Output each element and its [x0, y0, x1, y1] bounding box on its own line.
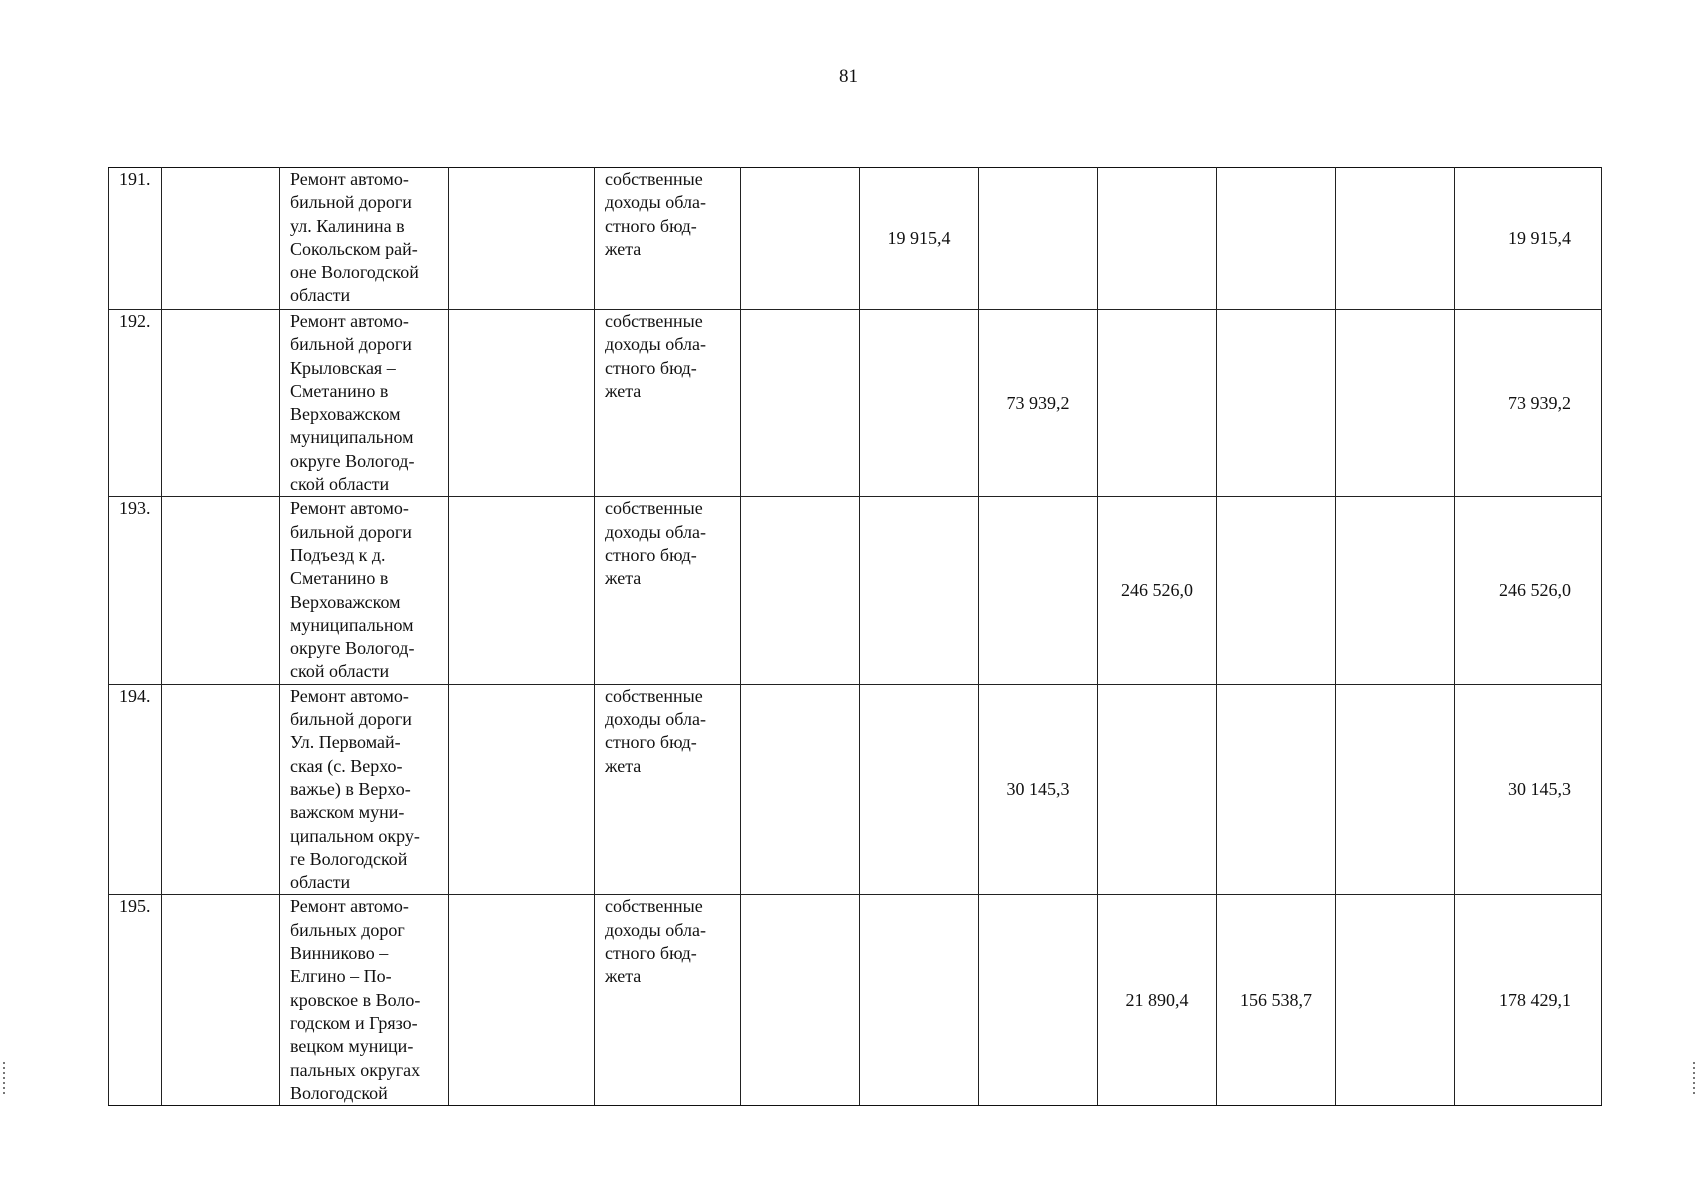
object-name-line: бильной дороги	[290, 334, 412, 355]
responsible-cell	[449, 684, 595, 895]
table-body	[109, 168, 1602, 1106]
funding-source-line: доходы обла-	[605, 709, 706, 730]
funding-source-line: собственные	[605, 498, 703, 519]
amount-cell-y2024	[860, 684, 979, 895]
amount-cell-y2028	[1336, 310, 1455, 497]
row-index: 195.	[119, 896, 151, 917]
object-name-line: Верховажском	[290, 591, 401, 612]
object-name-line: Ул. Первомай-	[290, 732, 401, 753]
object-name-line: области	[290, 872, 351, 893]
object-name-line: оне Вологодской	[290, 262, 419, 283]
amount-cell-y2024	[860, 895, 979, 1106]
object-name-cell	[280, 168, 449, 310]
funding-source-line: доходы обла-	[605, 521, 706, 542]
funding-source-line: стного бюд-	[605, 215, 697, 236]
amount-cell-y2024	[860, 310, 979, 497]
object-name-line: Сметанино в	[290, 380, 389, 401]
object-name-line: бильной дороги	[290, 521, 412, 542]
amount-cell-y2024: 19 915,4	[860, 168, 979, 310]
amount-cell-y2027	[1217, 684, 1336, 895]
object-name-line: муниципальном	[290, 614, 414, 635]
row-index: 194.	[119, 685, 151, 706]
row-index: 193.	[119, 498, 151, 519]
object-name-line: округе Вологод-	[290, 638, 415, 659]
object-name-line: ципальном окру-	[290, 825, 420, 846]
row-index: 191.	[119, 169, 151, 189]
table-row	[109, 168, 1602, 310]
object-name-line: Крыловская –	[290, 357, 396, 378]
object-name-line: вецком муници-	[290, 1036, 414, 1057]
code-cell	[162, 310, 280, 497]
object-name-line: Елгино – По-	[290, 966, 392, 987]
funding-source-cell	[595, 497, 741, 684]
funding-source-line: собственные	[605, 311, 703, 331]
object-name-line: Винниково –	[290, 943, 389, 964]
object-name-line: Ремонт автомо-	[290, 896, 409, 917]
funding-source-line: собственные	[605, 169, 703, 189]
object-name-line: Верховажском	[290, 404, 401, 425]
amount-cell-y2025	[979, 497, 1098, 684]
funding-source-line: собственные	[605, 896, 703, 917]
funding-source-line: жета	[605, 380, 642, 401]
funding-source-line: стного бюд-	[605, 357, 697, 378]
object-name-cell	[280, 684, 449, 895]
funding-source-line: стного бюд-	[605, 544, 697, 565]
amount-cell-y2028	[1336, 168, 1455, 310]
object-name-line: Ремонт автомо-	[290, 685, 409, 706]
amount-cell-y2027	[1217, 168, 1336, 310]
code-cell	[162, 684, 280, 895]
amount-cell-y2028	[1336, 497, 1455, 684]
responsible-cell	[449, 310, 595, 497]
amount-cell-y2024	[860, 497, 979, 684]
object-name-line: муниципальном	[290, 427, 414, 448]
responsible-cell	[449, 497, 595, 684]
object-name-cell	[280, 310, 449, 497]
funding-source-line: жета	[605, 238, 642, 259]
code-cell	[162, 168, 280, 310]
amount-cell-y2025: 73 939,2	[979, 310, 1098, 497]
amount-cell-y2023	[741, 497, 860, 684]
row-index-cell	[109, 895, 162, 1106]
amount-cell-y2028	[1336, 684, 1455, 895]
object-name-line: Вологодской	[290, 1082, 388, 1103]
right-edge-mark	[1693, 1062, 1695, 1094]
funding-source-line: доходы обла-	[605, 334, 706, 355]
amount-cell-y2027	[1217, 310, 1336, 497]
total-amount-cell: 246 526,0	[1455, 497, 1602, 684]
row-index-cell	[109, 168, 162, 310]
funding-source-cell	[595, 168, 741, 310]
object-name-line: Сокольском рай-	[290, 238, 418, 259]
amount-cell-y2026	[1098, 310, 1217, 497]
object-name-line: важье) в Верхо-	[290, 778, 411, 799]
amount-cell-y2025	[979, 168, 1098, 310]
object-name-cell	[280, 497, 449, 684]
funding-source-line: доходы обла-	[605, 192, 706, 213]
object-name-line: годском и Грязо-	[290, 1012, 418, 1033]
responsible-cell	[449, 895, 595, 1106]
amount-cell-y2026	[1098, 168, 1217, 310]
object-name-line: ге Вологодской	[290, 848, 408, 869]
object-name-line: области	[290, 285, 351, 306]
amount-cell-y2027: 156 538,7	[1217, 895, 1336, 1106]
object-name-line: ской области	[290, 474, 390, 495]
object-name-line: бильной дороги	[290, 709, 412, 730]
funding-source-line: жета	[605, 755, 642, 776]
object-name-line: пальных округах	[290, 1059, 421, 1080]
table-row	[109, 895, 1602, 1106]
amount-cell-y2028	[1336, 895, 1455, 1106]
amount-cell-y2026: 21 890,4	[1098, 895, 1217, 1106]
total-amount-cell: 30 145,3	[1455, 684, 1602, 895]
amount-cell-y2025: 30 145,3	[979, 684, 1098, 895]
object-name-line: Подъезд к д.	[290, 544, 386, 565]
row-index: 192.	[119, 311, 151, 331]
page-number: 81	[839, 66, 858, 87]
table-row	[109, 497, 1602, 684]
object-name-cell	[280, 895, 449, 1106]
total-amount-cell: 178 429,1	[1455, 895, 1602, 1106]
left-edge-mark	[3, 1062, 5, 1094]
funding-source-line: стного бюд-	[605, 732, 697, 753]
funding-source-line: собственные	[605, 685, 703, 706]
object-name-line: Ремонт автомо-	[290, 169, 409, 189]
amount-cell-y2027	[1217, 497, 1336, 684]
code-cell	[162, 895, 280, 1106]
responsible-cell	[449, 168, 595, 310]
object-name-line: кровское в Воло-	[290, 989, 421, 1010]
row-index-cell	[109, 497, 162, 684]
object-name-line: ул. Калинина в	[290, 215, 405, 236]
funding-source-line: стного бюд-	[605, 943, 697, 964]
funding-source-cell	[595, 310, 741, 497]
object-name-line: ской области	[290, 661, 390, 682]
row-index-cell	[109, 310, 162, 497]
object-name-line: округе Вологод-	[290, 450, 415, 471]
object-name-line: важском муни-	[290, 802, 405, 823]
row-index-cell	[109, 684, 162, 895]
object-name-line: бильных дорог	[290, 919, 405, 940]
object-name-line: Ремонт автомо-	[290, 498, 409, 519]
budget-table	[108, 167, 1602, 1106]
funding-source-line: доходы обла-	[605, 919, 706, 940]
total-amount-cell: 73 939,2	[1455, 310, 1602, 497]
table-row	[109, 684, 1602, 895]
object-name-line: бильной дороги	[290, 192, 412, 213]
object-name-line: Ремонт автомо-	[290, 311, 409, 331]
funding-source-line: жета	[605, 568, 642, 589]
amount-cell-y2023	[741, 684, 860, 895]
amount-cell-y2023	[741, 310, 860, 497]
amount-cell-y2025	[979, 895, 1098, 1106]
code-cell	[162, 497, 280, 684]
funding-source-line: жета	[605, 966, 642, 987]
amount-cell-y2023	[741, 895, 860, 1106]
object-name-line: ская (с. Верхо-	[290, 755, 403, 776]
amount-cell-y2023	[741, 168, 860, 310]
object-name-line: Сметанино в	[290, 568, 389, 589]
total-amount-cell: 19 915,4	[1455, 168, 1602, 310]
table-row	[109, 310, 1602, 497]
amount-cell-y2026	[1098, 684, 1217, 895]
funding-source-cell	[595, 895, 741, 1106]
funding-source-cell	[595, 684, 741, 895]
amount-cell-y2026: 246 526,0	[1098, 497, 1217, 684]
